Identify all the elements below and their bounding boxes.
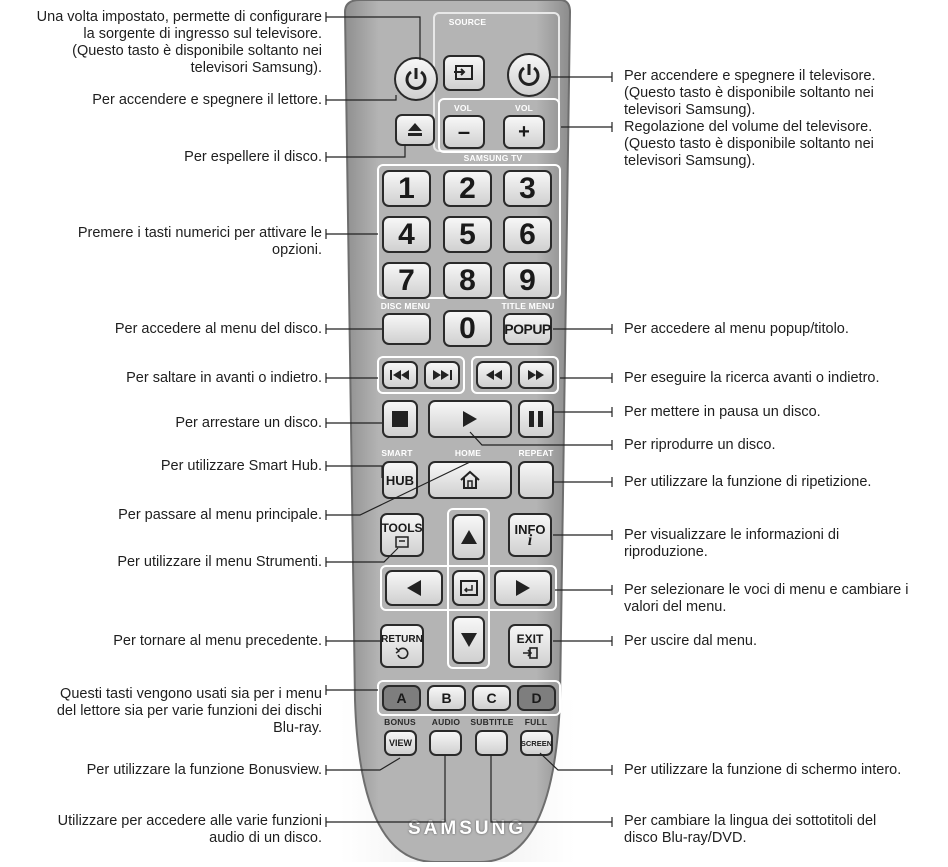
subtitle-label: SUBTITLE: [470, 717, 514, 727]
number-7-button[interactable]: 7: [382, 262, 431, 299]
number-9-button[interactable]: 9: [503, 262, 552, 299]
samsung-logo: SAMSUNG: [408, 818, 527, 839]
callout-search: Per eseguire la ricerca avanti o indietro.: [624, 370, 880, 386]
callout-info: Per visualizzare le informazioni di riproduzione.: [624, 527, 840, 560]
callout-exit: Per uscire dal menu.: [624, 633, 757, 649]
eject-button[interactable]: [395, 114, 435, 146]
callout-player-power: Per accendere e spegnere il lettore.: [92, 92, 322, 108]
pause-icon: [529, 411, 543, 427]
vol-plus-label: VOL: [514, 103, 534, 113]
number-3-button[interactable]: 3: [503, 170, 552, 207]
callout-color-keys: Questi tasti vengono usati sia per i menu del lettore sia per varie funzioni dei dischi Blu-ray.: [56, 686, 322, 736]
exit-icon: [522, 647, 538, 659]
exit-button[interactable]: [508, 624, 552, 668]
callout-tv-power: Per accendere e spegnere il televisore. (Questo tasto è disponibile soltanto nei televisori Samsung).: [624, 68, 876, 118]
left-button[interactable]: [385, 570, 443, 606]
power-icon: [403, 66, 429, 92]
play-button[interactable]: [428, 400, 512, 438]
bonus-label: BONUS: [384, 717, 416, 727]
callout-repeat: Per utilizzare la funzione di ripetizione.: [624, 474, 872, 490]
stop-icon: [392, 411, 408, 427]
arrow-left-icon: [406, 579, 422, 597]
tools-icon: [395, 536, 409, 548]
number-4-button[interactable]: 4: [382, 216, 431, 253]
number-8-button[interactable]: 8: [443, 262, 492, 299]
vol-minus-label: VOL: [453, 103, 473, 113]
up-button[interactable]: [452, 514, 485, 560]
home-button[interactable]: [428, 461, 512, 499]
key-a-button[interactable]: A: [382, 685, 421, 711]
samsung-tv-label: SAMSUNG TV: [463, 153, 523, 163]
subtitle-button[interactable]: [475, 730, 508, 756]
callout-pause: Per mettere in pausa un disco.: [624, 404, 821, 420]
smart-label: SMART: [381, 448, 413, 458]
key-d-button[interactable]: D: [517, 685, 556, 711]
callout-navigation: Per selezionare le voci di menu e cambiare i valori del menu.: [624, 582, 909, 615]
bonusview-button[interactable]: VIEW: [384, 730, 417, 756]
callout-skip: Per saltare in avanti o indietro.: [126, 370, 322, 386]
callout-eject: Per espellere il disco.: [184, 149, 322, 165]
rewind-button[interactable]: [476, 361, 512, 389]
volume-down-button[interactable]: –: [443, 115, 485, 149]
fast-forward-icon: [527, 369, 545, 381]
tools-label: TOOLS: [381, 520, 423, 535]
arrow-down-icon: [460, 632, 478, 648]
callout-return: Per tornare al menu precedente.: [113, 633, 322, 649]
number-5-button[interactable]: 5: [443, 216, 492, 253]
rewind-icon: [485, 369, 503, 381]
number-6-button[interactable]: 6: [503, 216, 552, 253]
tv-power-button[interactable]: [507, 53, 551, 97]
down-button[interactable]: [452, 616, 485, 664]
smart-hub-button[interactable]: HUB: [382, 461, 418, 499]
fast-forward-button[interactable]: [518, 361, 554, 389]
enter-icon: [460, 580, 478, 596]
full-label: FULL: [524, 717, 548, 727]
callout-full-screen: Per utilizzare la funzione di schermo intero.: [624, 762, 902, 778]
pause-button[interactable]: [518, 400, 554, 438]
callout-source: Una volta impostato, permette di configurare la sorgente di ingresso sul televisore. (Questo tasto è disponibile soltanto nei televisori Samsung).: [36, 9, 322, 76]
callout-smart-hub: Per utilizzare Smart Hub.: [160, 458, 322, 474]
number-1-button[interactable]: 1: [382, 170, 431, 207]
skip-previous-icon: [389, 369, 411, 381]
play-icon: [462, 410, 478, 428]
enter-button[interactable]: [452, 570, 485, 606]
callout-numeric: Premere i tasti numerici per attivare le opzioni.: [77, 225, 322, 258]
skip-back-button[interactable]: [382, 361, 418, 389]
source-icon: [453, 64, 475, 82]
player-power-button[interactable]: [394, 57, 438, 101]
arrow-up-icon: [460, 529, 478, 545]
return-label: RETURN: [381, 633, 423, 645]
eject-icon: [406, 122, 424, 138]
right-button[interactable]: [494, 570, 552, 606]
callout-subtitle: Per cambiare la lingua dei sottotitoli del disco Blu-ray/DVD.: [624, 813, 877, 846]
info-label: INFO: [514, 522, 546, 537]
power-icon: [516, 62, 542, 88]
title-menu-label: TITLE MENU: [501, 301, 555, 311]
callout-play: Per riprodurre un disco.: [624, 437, 776, 453]
disc-menu-button[interactable]: [382, 313, 431, 345]
callout-home: Per passare al menu principale.: [118, 507, 322, 523]
full-screen-button[interactable]: SCREEN: [520, 730, 553, 756]
source-button[interactable]: [443, 55, 485, 91]
info-button[interactable]: [508, 513, 552, 557]
key-b-button[interactable]: B: [427, 685, 466, 711]
return-icon: [395, 647, 409, 659]
disc-menu-label: DISC MENU: [380, 301, 431, 311]
audio-label: AUDIO: [431, 717, 461, 727]
skip-next-icon: [431, 369, 453, 381]
popup-button[interactable]: POPUP: [503, 313, 552, 345]
number-0-button[interactable]: 0: [443, 310, 492, 347]
callout-volume: Regolazione del volume del televisore. (Questo tasto è disponibile soltanto nei televisori Samsung).: [624, 119, 874, 169]
skip-forward-button[interactable]: [424, 361, 460, 389]
exit-label: EXIT: [516, 631, 544, 646]
volume-up-button[interactable]: +: [503, 115, 545, 149]
remote-control: [340, 0, 575, 862]
home-label: HOME: [454, 448, 482, 458]
audio-button[interactable]: [429, 730, 462, 756]
number-2-button[interactable]: 2: [443, 170, 492, 207]
tools-button[interactable]: [380, 513, 424, 557]
callout-stop: Per arrestare un disco.: [175, 415, 322, 431]
callout-bonusview: Per utilizzare la funzione Bonusview.: [86, 762, 322, 778]
callout-tools: Per utilizzare il menu Strumenti.: [117, 554, 322, 570]
return-button[interactable]: [380, 624, 424, 668]
stop-button[interactable]: [382, 400, 418, 438]
repeat-label: REPEAT: [518, 448, 554, 458]
repeat-button[interactable]: [518, 461, 554, 499]
callout-disc-menu: Per accedere al menu del disco.: [114, 321, 322, 337]
callout-popup: Per accedere al menu popup/titolo.: [624, 321, 849, 337]
arrow-right-icon: [515, 579, 531, 597]
home-icon: [459, 470, 481, 490]
info-icon: i: [527, 532, 533, 549]
key-c-button[interactable]: C: [472, 685, 511, 711]
callout-audio: Utilizzare per accedere alle varie funzioni audio di un disco.: [57, 813, 322, 846]
source-label: SOURCE: [448, 17, 487, 27]
